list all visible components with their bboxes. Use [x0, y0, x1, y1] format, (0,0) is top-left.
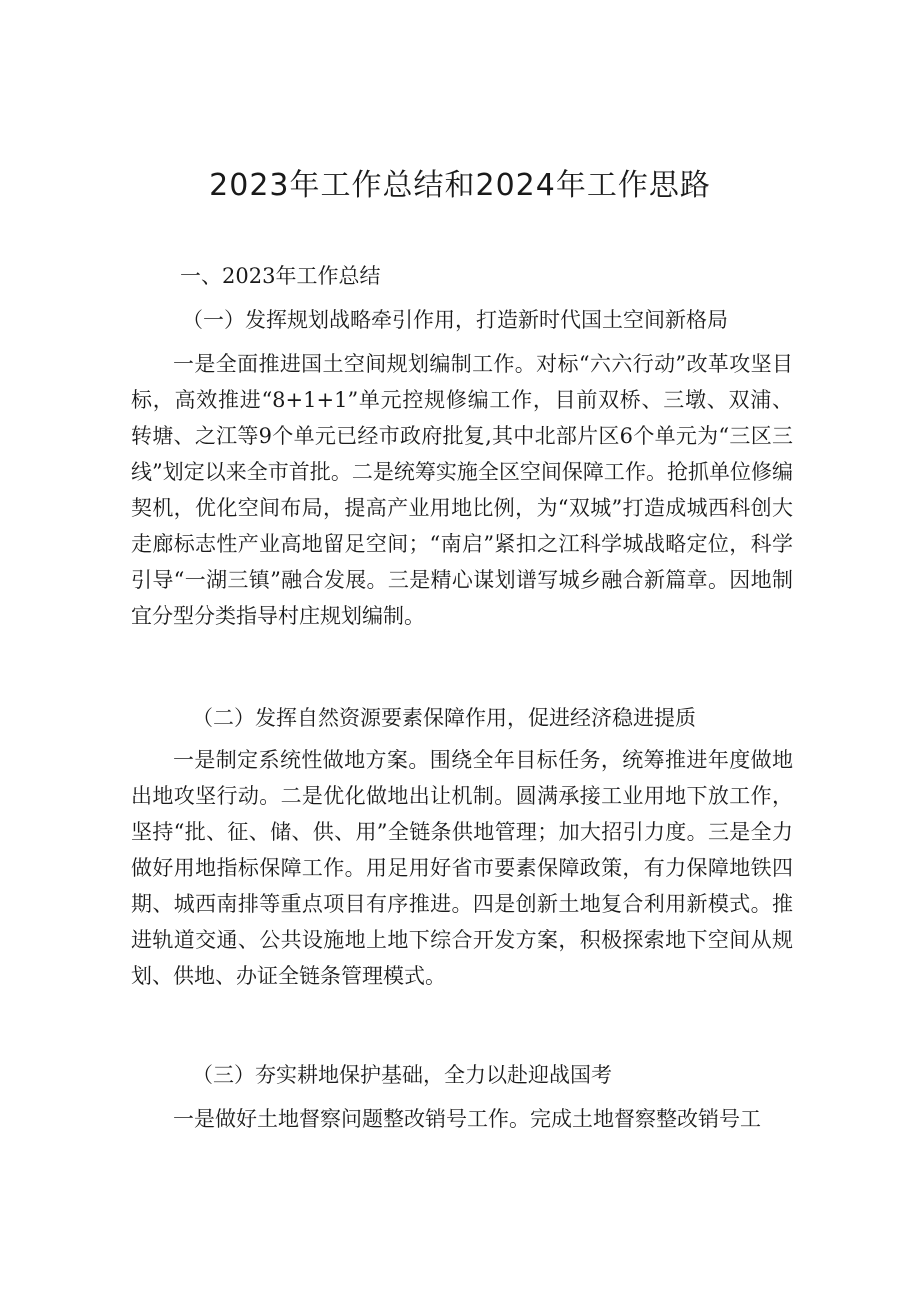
subsection-3-body: [131, 1101, 793, 1137]
subsection-2-body: [131, 742, 793, 994]
subsection-heading-2: （二）发挥自然资源要素保障作用，促进经济稳进提质: [192, 706, 696, 730]
section-heading-summary: 一、2023年工作总结: [180, 264, 381, 288]
paragraph: 一是制定系统性做地方案。围绕全年目标任务，统筹推进年度做地出地攻坚行动。二是优化做地出让机制。圆满承接工业用地下放工作，坚持“批、征、储、供、用”全链条供地管理；加大招引力度。三是全力做好用地指标保障工作。用足用好省市要素保障政策，有力保障地铁四期、城西南排等重点项目有序推进。四是创新土地复合利用新模式。推进轨道交通、公共设施地上地下综合开发方案，积极探索地下空间从规划、供地、办证全链条管理模式。: [131, 748, 793, 988]
document-title: 2023年工作总结和2024年工作思路: [209, 168, 711, 203]
subsection-1-body: [131, 346, 793, 634]
subsection-heading-1: （一）发挥规划战略牵引作用，打造新时代国土空间新格局: [182, 308, 728, 332]
subsection-heading-3: （三）夯实耕地保护基础，全力以赴迎战国考: [192, 1063, 612, 1087]
paragraph: 一是全面推进国土空间规划编制工作。对标“六六行动”改革攻坚目标，高效推进“8+1+1”单元控规修编工作，目前双桥、三墩、双浦、转塘、之江等9个单元已经市政府批复,其中北部片区6个单元为“三区三线”划定以来全市首批。二是统筹实施全区空间保障工作。抢抓单位修编契机，优化空间布局，提高产业用地比例，为“双城”打造成城西科创大走廊标志性产业高地留足空间；“南启”紧扣之江科学城战略定位，科学引导“一湖三镇”融合发展。三是精心谋划谱写城乡融合新篇章。因地制宜分型分类指导村庄规划编制。: [131, 352, 793, 628]
paragraph: 一是做好土地督察问题整改销号工作。完成土地督察整改销号工: [173, 1107, 761, 1131]
